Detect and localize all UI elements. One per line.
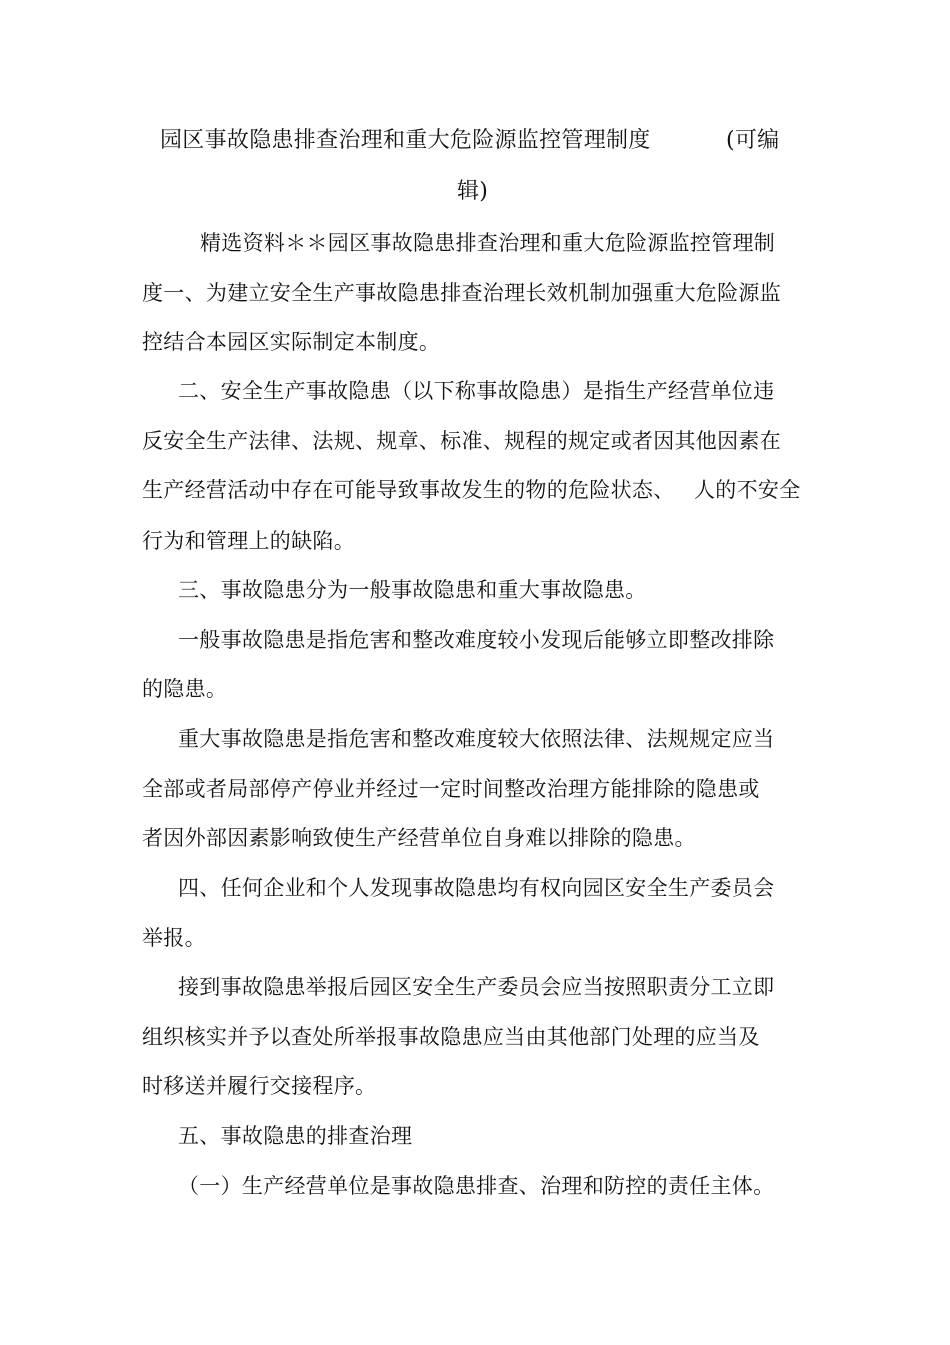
paragraph-line: 的隐患。 <box>142 677 228 701</box>
paragraph-line: 全部或者局部停产停业并经过一定时间整改治理方能排除的隐患或 <box>142 777 760 801</box>
paragraph-line: 者因外部因素影响致使生产经营单位自身难以排除的隐患。 <box>142 826 696 850</box>
paragraph-line: 人的不安全 <box>694 478 801 502</box>
paragraph-line: 控结合本园区实际制定本制度。 <box>142 330 441 354</box>
paragraph-line: 重大事故隐患是指危害和整改难度较大依照法律、法规规定应当 <box>178 727 775 751</box>
paragraph-line: 二、安全生产事故隐患（以下称事故隐患）是指生产经营单位违 <box>178 379 775 403</box>
paragraph-line: 组织核实并予以查处所举报事故隐患应当由其他部门处理的应当及 <box>142 1025 760 1049</box>
document-title: 园区事故隐患排查治理和重大危险源监控管理制度 <box>160 128 651 153</box>
paragraph-line: 接到事故隐患举报后园区安全生产委员会应当按照职责分工立即 <box>178 975 775 999</box>
paragraph-line: 五、事故隐患的排查治理 <box>178 1124 413 1148</box>
paragraph-line: 四、任何企业和个人发现事故隐患均有权向园区安全生产委员会 <box>178 876 775 900</box>
document-title-tail: 辑) <box>457 179 489 204</box>
document-title-suffix: (可编 <box>726 128 780 153</box>
paragraph-line: 时移送并履行交接程序。 <box>142 1074 377 1098</box>
paragraph-line: （一）生产经营单位是事故隐患排查、治理和防控的责任主体。 <box>178 1174 775 1198</box>
paragraph-line: 一般事故隐患是指危害和整改难度较小发现后能够立即整改排除 <box>178 628 775 652</box>
paragraph-line: 行为和管理上的缺陷。 <box>142 529 355 553</box>
paragraph-line: 举报。 <box>142 926 206 950</box>
paragraph-line: 三、事故隐患分为一般事故隐患和重大事故隐患。 <box>178 578 647 602</box>
paragraph-line: 反安全生产法律、法规、规章、标准、规程的规定或者因其他因素在 <box>142 429 781 453</box>
paragraph-line: 生产经营活动中存在可能导致事故发生的物的危险状态、 <box>142 478 675 502</box>
paragraph-line: 精选资料＊＊园区事故隐患排查治理和重大危险源监控管理制 <box>200 231 776 255</box>
paragraph-line: 度一、为建立安全生产事故隐患排查治理长效机制加强重大危险源监 <box>142 281 781 305</box>
